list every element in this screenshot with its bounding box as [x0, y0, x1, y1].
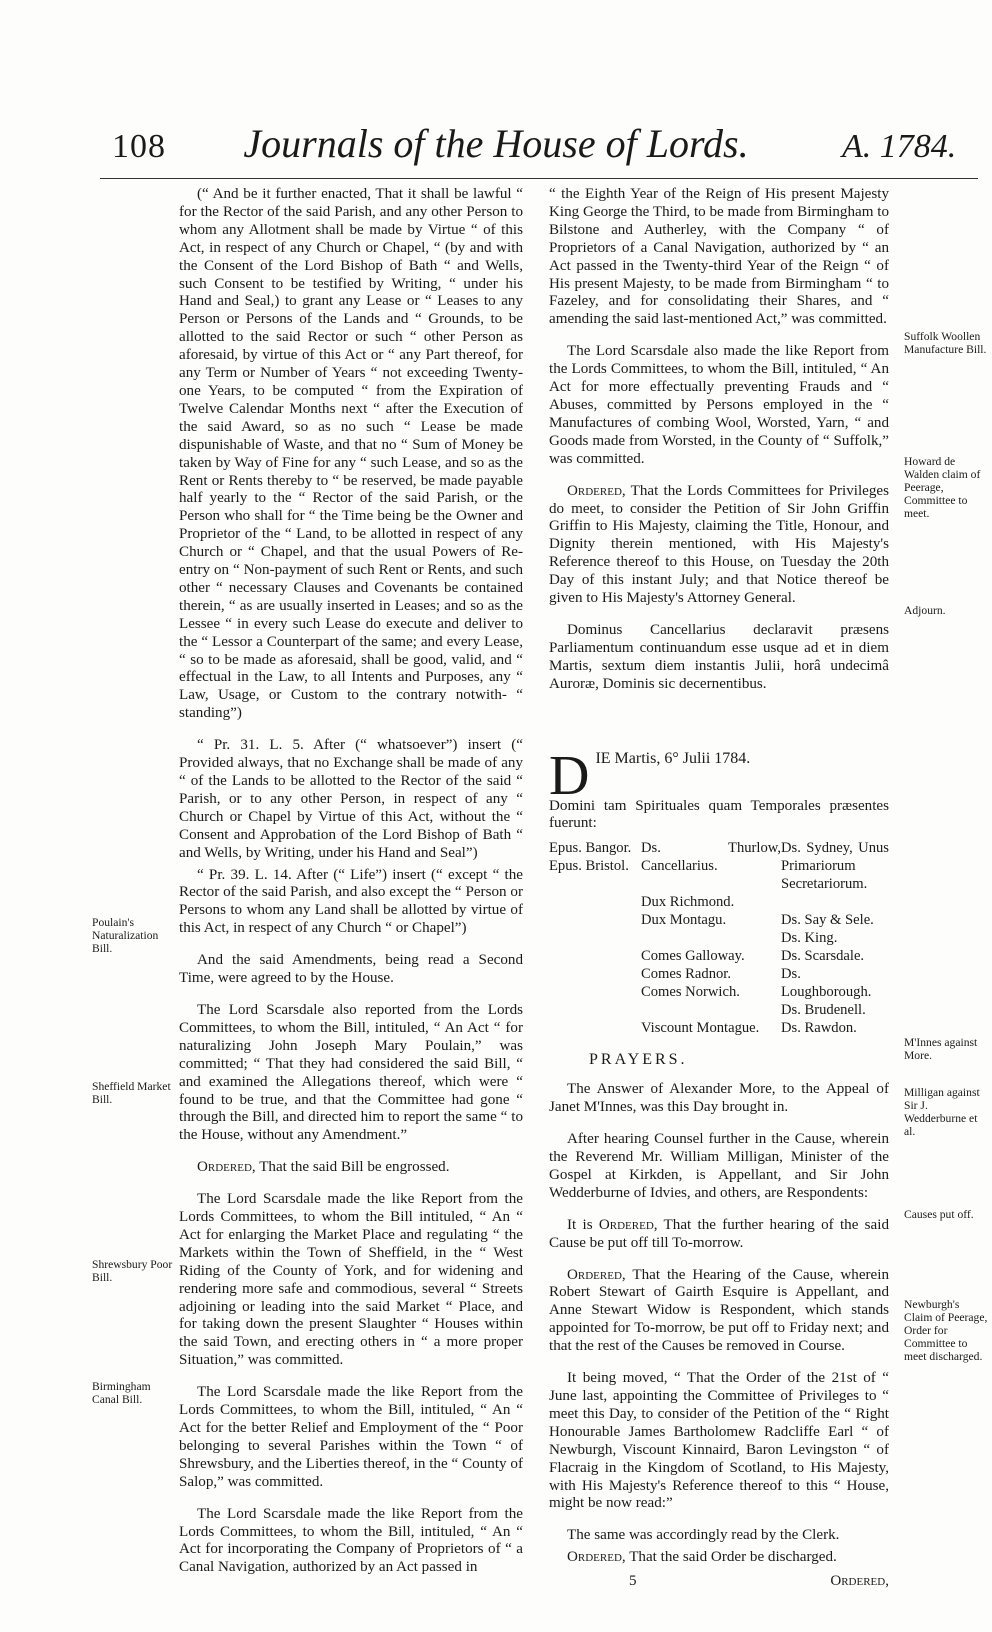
margin-note-howard: Howard de Walden claim of Peerage, Committee to meet. [904, 455, 981, 520]
newburgh-motion: It being moved, “ That the Order of the 21st of “ June last, appointing the Committee of Privileges to “ meet this Day, to consider of the Petition of the “ Right Honourable James Bartholomew Radcliffe Earl “ of Newburgh, Viscount Kinnaird, Baron Levingston “ of Flacraig in the Kingdom of Scotland, to His Majesty, with His Majesty's Reference thereof to this “ House, might be now read:” [549, 1370, 889, 1512]
ordered-lead: Ordered, [567, 482, 626, 499]
birmingham-report: The Lord Scarsdale made the like Report from the Lords Committees, to whom the Bill, intituled, “ An “ Act for incorporating the Company of Proprietors of “ a Canal Navigation, authorized by an Act passed in [179, 1505, 523, 1576]
right-column [549, 186, 889, 1591]
ordered-lead: Ordered, [197, 1159, 256, 1176]
date-heading-text: IE Martis, 6° Julii 1784. [595, 749, 751, 767]
ordered-text: That the said Order be discharged. [625, 1549, 837, 1566]
amendment-paragraph: (“ And be it further enacted, That it shall be lawful “ for the Rector of the said Parish, and any other Person to whom any Allotment shall be made by Virtue “ of this Act, in respect of any Church or Chapel, “ (by and with the Consent of the Lord Bishop of Bath “ and Wells, such Consent to be testified by Writing, “ under his Hand and Seal,) to grant any Lease or “ Leases to any Person or Persons of the Lands and “ Grounds, to be allotted to the said Rector or such “ other Person as aforesaid, by virtue of this Act or “ any Part thereof, for any Term or Number of Years “ not exceeding Twenty-one Years, to be computed “ from the Expiration of Twelve Calendar Months next “ after the Execution of the said Award, so as no such “ Lease be made dispunishable of Waste, and that no “ Sum of Money be taken by Way of Fine for any “ such Lease, and so as the Rent or Rents thereby to “ be reserved, be made payable half yearly to the “ Rector of the said Parish, or the Person who shall for “ the Time being be the Owner and Proprietor of the “ Land, to be allotted in respect of any Church or “ Chapel, and that the usual Powers of Re-entry on “ Non-payment of such Rent or Rents, and such other “ necessary Clauses and Covenants be contained therein, “ as are usually inserted in Leases; and so as the Lessee “ in every such Lease do execute and deliver to the “ Lessor a Counterpart of the same; and every Lease, “ so to be made as aforesaid, shall be good, valid, and “ effectual in the Law, to all Intents and Purposes, any “ Law, Usage, or Custom to the contrary notwith- “ standing”) [179, 186, 523, 722]
ordered-text: That the Lords Committees for Privileges do meet, to consider the Petition of Sir John Griffin Griffin to His Majesty, claiming the Title, Honour, and Dignity therein mentioned, with His Majesty's Reference thereof to this House, on Tuesday the 20th Day of this instant July; and that Notice thereof be given to His Majesty's Attorney General. [549, 482, 889, 607]
sheffield-report: The Lord Scarsdale made the like Report from the Lords Committees, to whom the Bill intituled, “ An “ Act for enlarging the Market Place and regulating “ the Markets within the Town of Sheffield, in the “ West Riding of the County of York, and for widening and rendering more safe and commodious, several “ Streets adjoining or leading into the said Market “ Place, and for taking down the present Slaughter “ Houses within the said Town, and erecting others in “ a more proper Situation,” was committed. [179, 1191, 523, 1369]
poulain-order [179, 1159, 523, 1177]
prayers-heading: PRAYERS. [589, 1051, 688, 1069]
drop-cap: D [549, 744, 590, 807]
date-heading [549, 744, 889, 807]
ordered-lead: Ordered, [598, 1216, 658, 1233]
amendment-pr31: “ Pr. 31. L. 5. After (“ whatsoever”) insert (“ Provided always, that no Exchange shall be made of any “ of the Lands to be allotted to the Rector of the said “ Parish, or to any other Person, in respect of any “ Church or Chapel by Virtue of this Act, without the “ Consent and Approbation of the Lord Bishop of Bath “ and Wells, by Writing, under his Hand and Seal”) [179, 737, 523, 861]
more-answer: The Answer of Alexander More, to the Appeal of Janet M'Innes, was this Day brought in. [549, 1081, 889, 1116]
birmingham-report-cont: “ the Eighth Year of the Reign of His present Majesty King George the Third, to be made from Birmingham to Bilstone and Autherley, with the Company “ of Proprietors of a Canal Navigation, authorized by “ an Act passed in the Twenty-third Year of the Reign “ of His present Majesty, to be made from Birmingham “ to Fazeley, and for consolidating their Shares, and “ amending the said last-mentioned Act,” was committed. [549, 186, 889, 328]
suffolk-report: The Lord Scarsdale also made the like Report from the Lords Committees, to whom the Bill, intituled, “ An Act for more effectually preventing Frauds and “ Abuses, committed by Persons employed in the “ Manufactures of combing Wool, Worsted, Yarn, “ and Goods made from Worsted, in the County of “ Suffolk,” was committed. [549, 343, 889, 467]
ordered-lead: Ordered, [567, 1266, 626, 1283]
margin-note-newburgh: Newburgh's Claim of Peerage, Order for Committee to meet discharged. [904, 1298, 988, 1363]
header-rule [100, 178, 978, 179]
milligan-order: It is Ordered, That the further hearing of the said Cause be put off till To-morrow. [549, 1216, 889, 1251]
newburgh-order [549, 1549, 889, 1567]
running-title: Journals of the House of Lords. [243, 121, 749, 166]
margin-note-causes: Causes put off. [904, 1208, 974, 1221]
attendance-lords: Ds. Sydney, Unus Primariorum Secretariorum. Ds. Say & Sele. Ds. King. Ds. Scarsdale. Ds. Loughborough. Ds. Brudenell. Ds. Rawdon. [781, 840, 889, 1037]
attendance-peers: Ds. Thurlow, Cancellarius. Dux Richmond. Dux Montagu. Comes Galloway. Comes Radnor. Comes Norwich. Viscount Montague. [641, 840, 781, 1037]
adjournment: Dominus Cancellarius declaravit præsens Parliamentum continuandum esse usque ad et in diem Martis, sextum diem instantis Julii, horâ undecimâ Auroræ, Dominis sic decernentibus. [549, 621, 889, 692]
howard-order [549, 483, 889, 608]
clerk-read: The same was accordingly read by the Clerk. [567, 1527, 840, 1544]
page-header [0, 0, 992, 190]
amendments-agreed: And the said Amendments, being read a Second Time, were agreed to by the House. [179, 952, 523, 987]
page-number: 108 [112, 128, 166, 165]
poulain-report: The Lord Scarsdale also reported from the Lords Committees, to whom the Bill, intituled, “ An Act “ for naturalizing John Joseph Mary Poulain,” was committed; “ That they had considered the said Bill, “ and examined the Allegations thereof, which were “ found to be true, and that the Committee had gone “ through the Bill, and directed him to report the same “ to the House, without any Amendment.” [179, 1001, 523, 1144]
page-year: A. 1784. [842, 128, 957, 165]
amendment-pr39: “ Pr. 39. L. 14. After (“ Life”) insert (“ except “ the Rector of the said Parish, and also except the “ Person or Persons to whom any Land shall be allotted by virtue of this Act, in respect of any Church “ or Chapel”) [179, 866, 523, 937]
catchword: Ordered, [830, 1573, 889, 1590]
margin-note-shrewsbury: Shrewsbury Poor Bill. [92, 1258, 173, 1284]
margin-note-adjourn: Adjourn. [904, 604, 946, 617]
margin-note-milligan: Milligan against Sir J. Wedderburne et al. [904, 1086, 980, 1138]
ordered-lead: Ordered, [567, 1549, 626, 1566]
page-footer [549, 1573, 889, 1591]
causes-order [549, 1267, 889, 1357]
ordered-text: That the said Bill be engrossed. [255, 1159, 450, 1176]
attendance-list [549, 839, 889, 1037]
shrewsbury-report: The Lord Scarsdale made the like Report from the Lords Committees, to whom the Bill, intituled, “ An “ Act for the better Relief and Employment of the “ Poor belonging to several Parishes within the Town “ of Shrewsbury, and the Liberties thereof, in the “ County of Salop,” was committed. [179, 1384, 523, 1490]
left-column [179, 186, 523, 1591]
signature-mark: 5 [629, 1573, 637, 1590]
margin-note-birmingham: Birmingham Canal Bill. [92, 1380, 151, 1406]
present-heading: Domini tam Spirituales quam Temporales præsentes fuerunt: [549, 797, 889, 832]
margin-note-minnes: M'Innes against More. [904, 1036, 978, 1062]
milligan-hearing: After hearing Counsel further in the Cause, wherein the Reverend Mr. William Milligan, Minister of the Gospel at Kirkden, is Appellant, and Sir John Wedderburne of Idvies, and others, are Respondents: [549, 1131, 889, 1201]
margin-note-suffolk: Suffolk Woollen Manufacture Bill. [904, 330, 987, 356]
ordered-text: That the Hearing of the Cause, wherein Robert Stewart of Gairth Esquire is Appellant, and Anne Stewart Widow is Respondent, which stands appointed for To-morrow, be put off to Friday next; and that the rest of the Causes be removed in Course. [549, 1266, 889, 1355]
attendance-bishops: Epus. Bangor. Epus. Bristol. [549, 840, 632, 875]
ordered-text: That the further hearing of the said Cause be put off till To-morrow. [549, 1216, 889, 1251]
margin-note-poulain: Poulain's Naturalization Bill. [92, 916, 159, 955]
margin-note-sheffield: Sheffield Market Bill. [92, 1080, 171, 1106]
